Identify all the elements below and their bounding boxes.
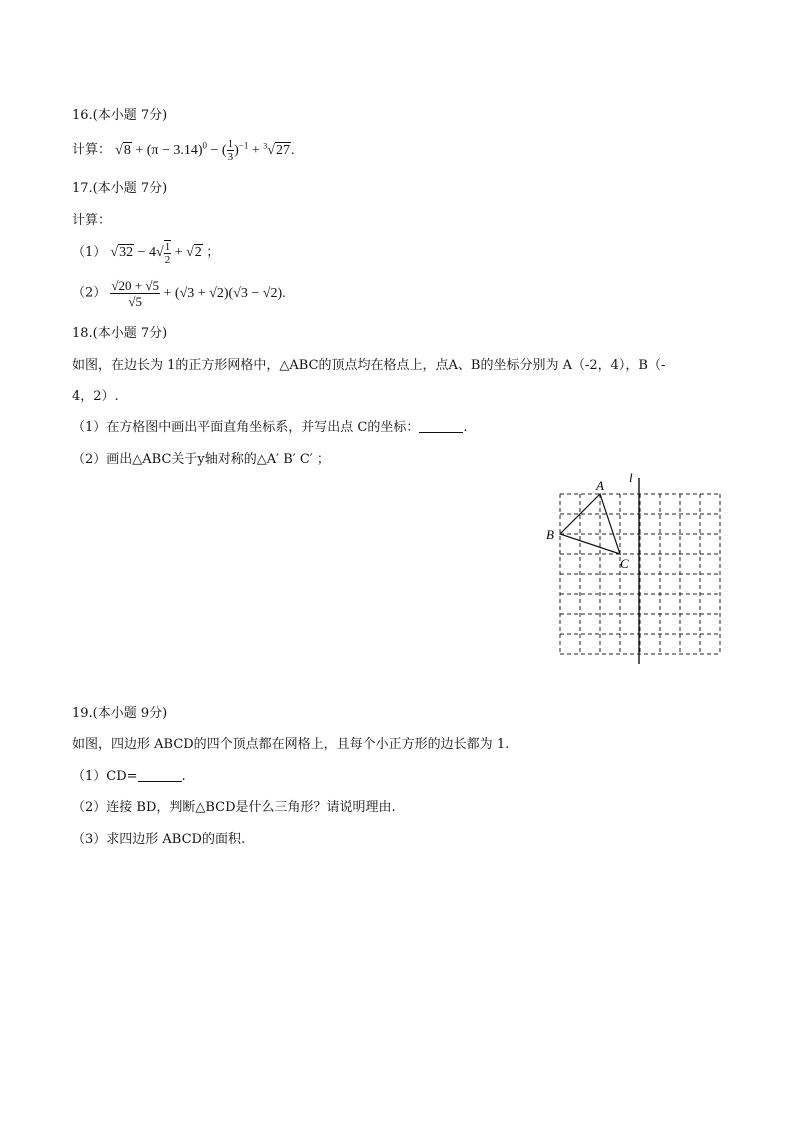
label-l: l bbox=[629, 472, 633, 485]
grid-figure bbox=[540, 472, 740, 672]
q16-expression bbox=[72, 138, 294, 163]
q16-header: 16.(本小题 7分) bbox=[72, 108, 168, 123]
q18-part2: （2）画出△ABC关于y轴对称的△A′ B′ C′ ； bbox=[72, 452, 330, 467]
q17-header: 17.(本小题 7分) bbox=[72, 181, 168, 196]
q18-header: 18.(本小题 7分) bbox=[72, 326, 168, 341]
answer-blank-c[interactable] bbox=[419, 420, 463, 433]
q18-line1: 如图，在边长为 1的正方形网格中，△ABC的顶点均在格点上，点A、B的坐标分别为 A（-2，4），B（- bbox=[72, 358, 666, 373]
q17-part1: （1） √32 − 4√ $\frac{1}{2}$ + √2 ； bbox=[72, 241, 220, 266]
label-b: B bbox=[546, 527, 554, 542]
q18-line2: 4，2）. bbox=[72, 389, 119, 404]
q16-prefix: 计算： bbox=[72, 142, 112, 158]
triangle-abc bbox=[560, 494, 620, 554]
q19-header: 19.(本小题 9分) bbox=[72, 706, 168, 721]
label-a: A bbox=[596, 478, 604, 493]
label-c: C bbox=[620, 556, 629, 571]
answer-blank-cd[interactable] bbox=[138, 769, 182, 782]
q19-part1: （1）CD= . bbox=[72, 769, 186, 784]
q19-part3: （3）求四边形 ABCD的面积. bbox=[72, 832, 246, 847]
q19-part2: （2）连接 BD，判断△BCD是什么三角形？请说明理由. bbox=[72, 800, 396, 815]
q16-formula: $√8 + (\pi - 3.14)^0$ − ( $\frac{1}{3}$ )$^{-1}$ + $^3$√27. bbox=[115, 138, 295, 163]
dashed-grid bbox=[560, 494, 720, 654]
q17-prefix: 计算： bbox=[72, 213, 112, 228]
q17-part2: （2） $\frac{√20 + √5}{√5}$ + (√3 + √2)(√3 − √2). bbox=[72, 278, 286, 309]
q19-line1: 如图，四边形 ABCD的四个顶点都在网格上，且每个小正方形的边长都为 1. bbox=[72, 737, 510, 752]
q18-part1: （1）在方格图中画出平面直角坐标系，并写出点 C的坐标： . bbox=[72, 420, 468, 435]
